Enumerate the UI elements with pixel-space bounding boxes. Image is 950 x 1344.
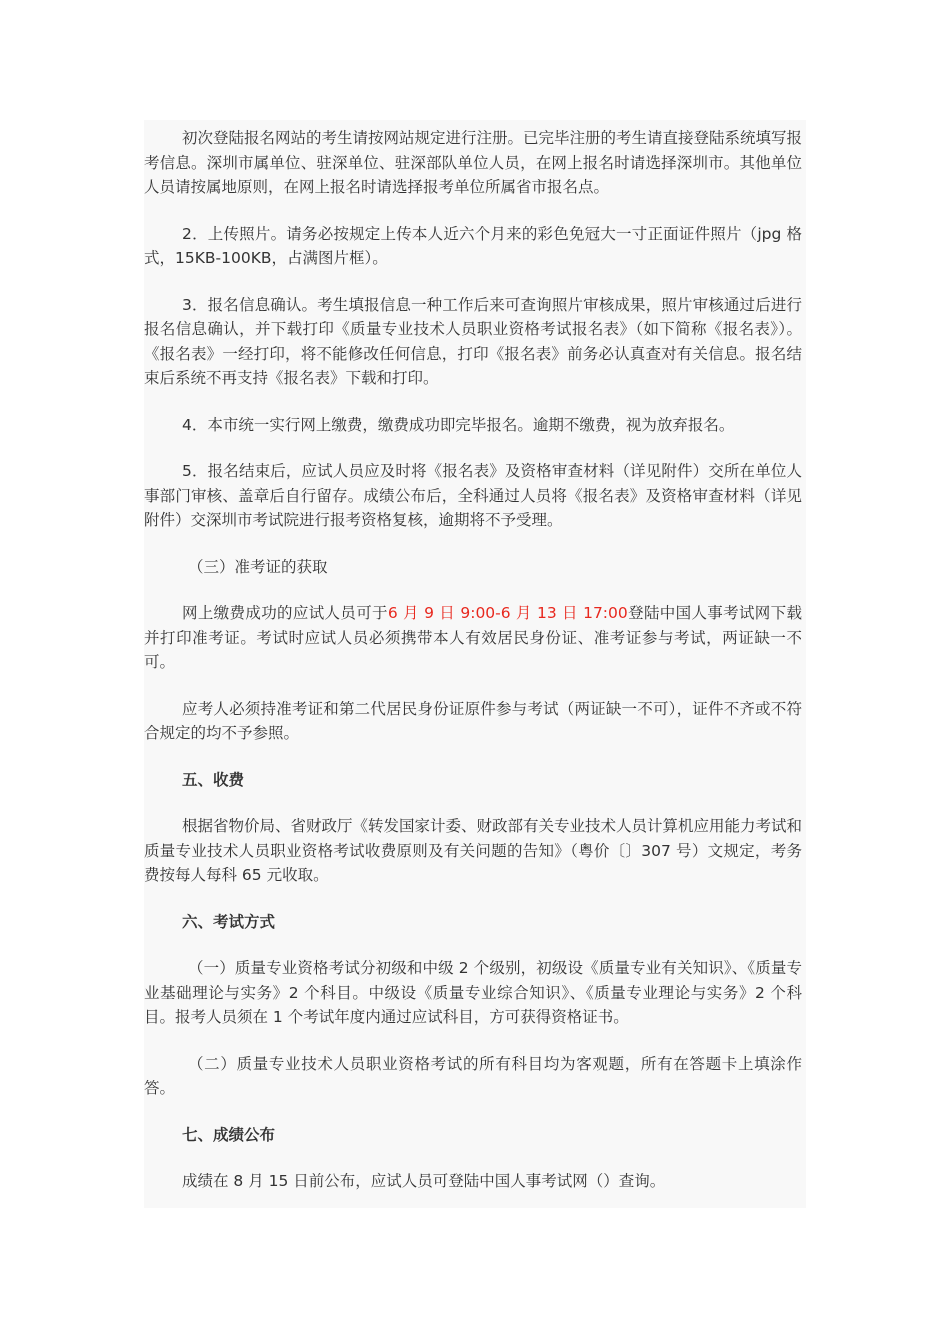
paragraph-upload-photo: 2．上传照片。请务必按规定上传本人近六个月来的彩色免冠大一寸正面证件照片（jpg 格式，15KB-100KB，占满图片框）。 — [144, 224, 802, 267]
heading-exam-method: 六、考试方式 — [182, 912, 276, 931]
paragraph-fees: 根据省物价局、省财政厅《转发国家计委、财政部有关专业技术人员计算机应用能力考试和质量专业技术人员职业资格考试收费原则及有关问题的告知》（粤价〔〕307 号）文规定，考务费按每人每科 65 元收取。 — [144, 817, 803, 884]
paragraph-id-requirement: 应考人必须持准考证和第二代居民身份证原件参与考试（两证缺一不可），证件不齐或不符合规定的均不予参照。 — [144, 699, 802, 742]
heading-fees: 五、收费 — [182, 770, 245, 789]
paragraph-after-registration: 5．报名结束后，应试人员应及时将《报名表》及资格审查材料（详见附件）交所在单位人事部门审核、盖章后自行留存。成绩公布后，全科通过人员将《报名表》及资格审查材料（详见附件）交深圳市考试院进行报考资格复核，逾期将不予受理。 — [144, 462, 802, 529]
heading-results: 七、成绩公布 — [182, 1125, 276, 1144]
print-ticket-text-after: 登陆中国人事考试网下载并打印准考证。考试时应试人员必须携带本人有效居民身份证、准考证参与考试，两证缺一不可。 — [144, 604, 802, 671]
paragraph-registration-intro: 初次登陆报名网站的考生请按网站规定进行注册。已完毕注册的考生请直接登陆系统填写报考信息。深圳市属单位、驻深单位、驻深部队单位人员，在网上报名时请选择深圳市。其他单位人员请按属地原则，在网上报名时请选择报考单位所属省市报名点。 — [144, 129, 803, 196]
print-ticket-date-range: 6 月 9 日 9:00-6 月 13 日 17:00 — [387, 604, 628, 622]
paragraph-exam-format: （二）质量专业技术人员职业资格考试的所有科目均为客观题，所有在答题卡上填涂作答。 — [144, 1054, 802, 1097]
subheading-admission-ticket: （三）准考证的获取 — [188, 557, 328, 576]
paragraph-results: 成绩在 8 月 15 日前公布，应试人员可登陆中国人事考试网（）查询。 — [182, 1172, 666, 1190]
print-ticket-text-before: 网上缴费成功的应试人员可于 — [182, 604, 388, 622]
document-body — [144, 120, 806, 1208]
paragraph-confirm-info: 3．报名信息确认。考生填报信息一种工作后来可查询照片审核成果，照片审核通过后进行报名信息确认，并下载打印《质量专业技术人员职业资格考试报名表》（如下简称《报名表》）。《报名表》一经打印，将不能修改任何信息，打印《报名表》前务必认真查对有关信息。报名结束后系统不再支持《报名表》下载和打印。 — [144, 295, 802, 387]
paragraph-exam-levels: （一）质量专业资格考试分初级和中级 2 个级别，初级设《质量专业有关知识》、《质量专业基础理论与实务》2 个科目。中级设《质量专业综合知识》、《质量专业理论与实务》2 个科目。报考人员须在 1 个考试年度内通过应试科目，方可获得资格证书。 — [144, 959, 802, 1026]
paragraph-online-payment: 4．本市统一实行网上缴费，缴费成功即完毕报名。逾期不缴费，视为放弃报名。 — [182, 415, 735, 434]
paragraph-print-ticket — [144, 601, 802, 675]
